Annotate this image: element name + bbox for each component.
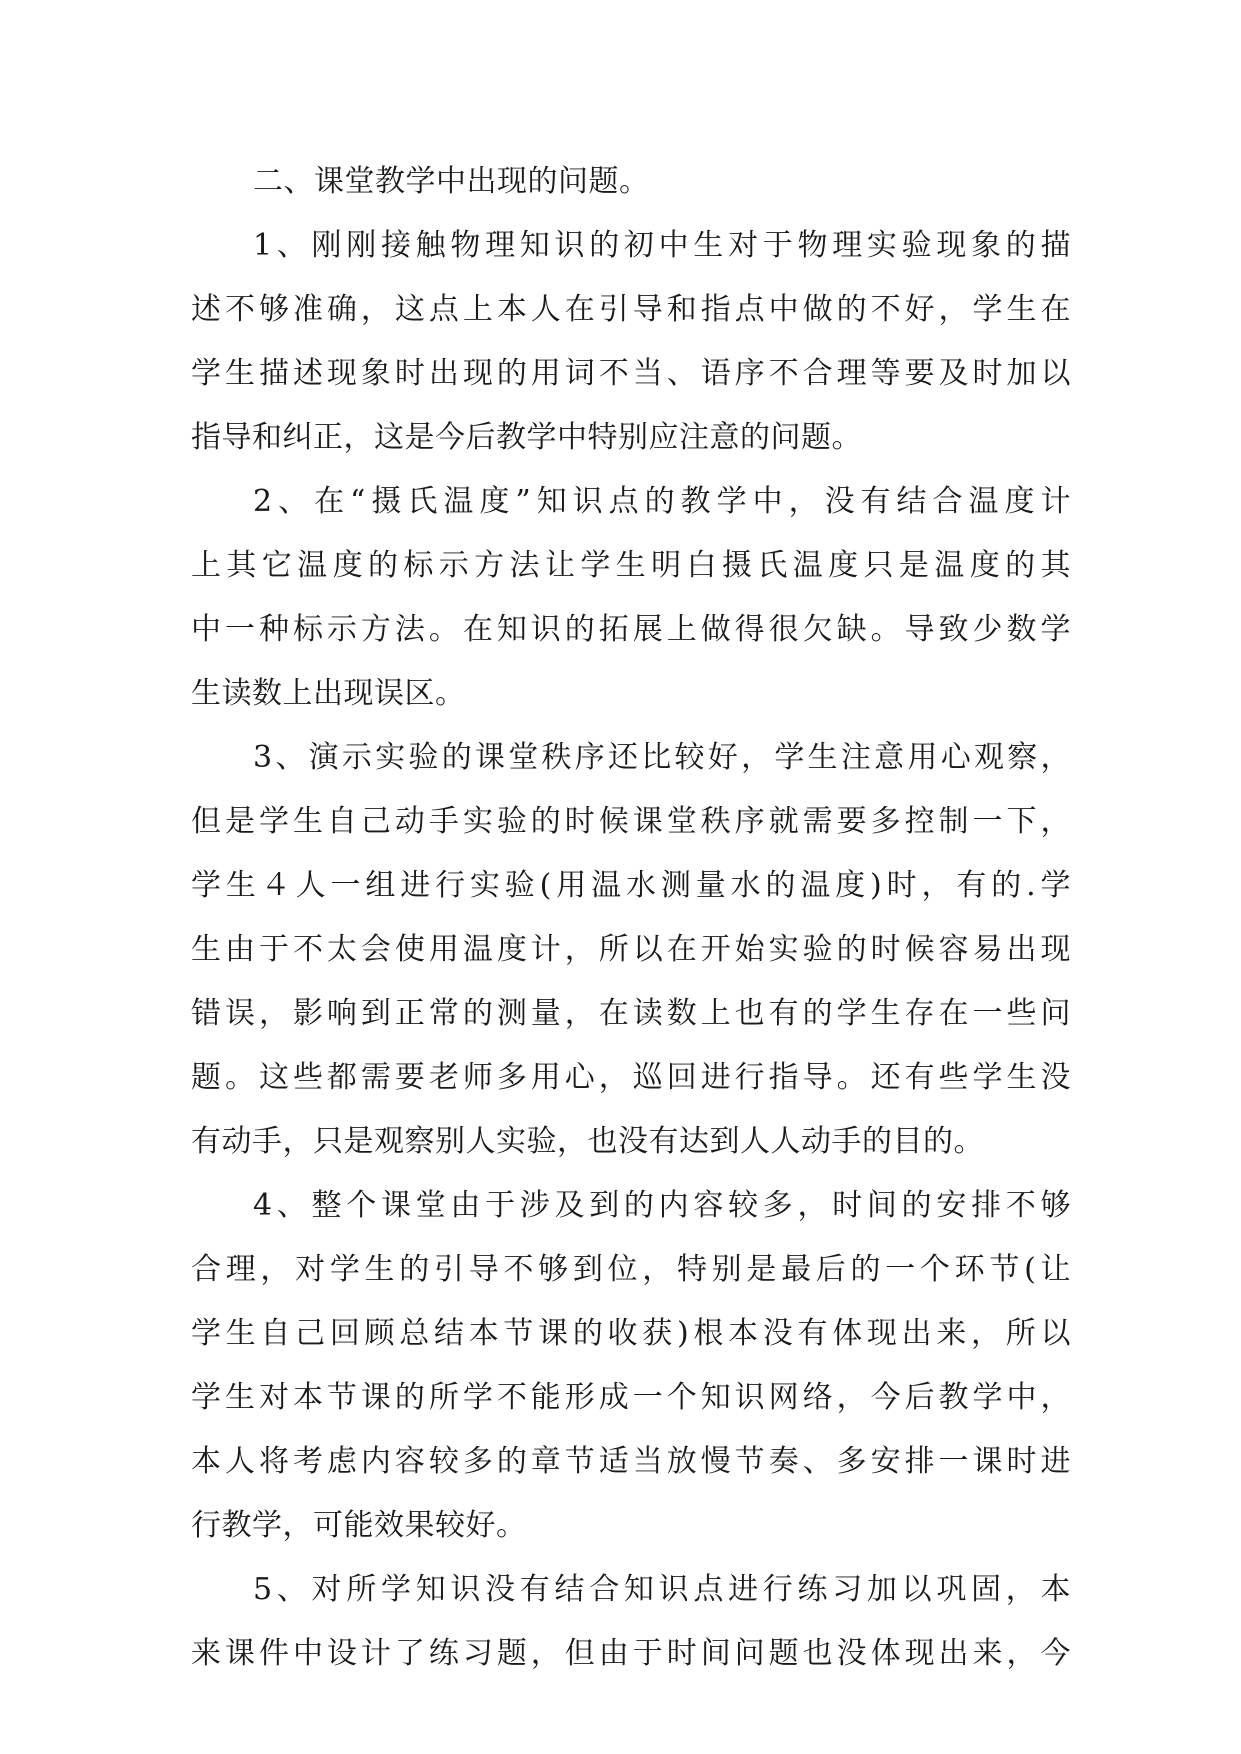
paragraph-line: 3、演示实验的课堂秩序还比较好，学生注意用心观察， [253,740,1071,775]
paragraph-line: 学生对本节课的所学不能形成一个知识网络，今后教学中， [191,1380,1071,1415]
paragraph-line: 4、整个课堂由于涉及到的内容较多，时间的安排不够 [253,1188,1071,1223]
paragraph-line: 中一种标示方法。在知识的拓展上做得很欠缺。导致少数学 [191,612,1071,647]
paragraph-line: 1、刚刚接触物理知识的初中生对于物理实验现象的描 [253,228,1071,263]
paragraph-line: 生由于不太会使用温度计，所以在开始实验的时候容易出现 [191,932,1071,967]
section-heading: 二、课堂教学中出现的问题。 [253,164,650,199]
paragraph-line: 合理，对学生的引导不够到位，特别是最后的一个环节(让 [191,1252,1071,1287]
paragraph-line: 指导和纠正，这是今后教学中特别应注意的问题。 [191,420,862,455]
paragraph-line: 有动手，只是观察别人实验，也没有达到人人动手的目的。 [191,1124,984,1159]
paragraph-line: 2、在“摄氏温度”知识点的教学中，没有结合温度计 [253,484,1071,519]
paragraph-line: 但是学生自己动手实验的时候课堂秩序就需要多控制一下， [191,804,1071,839]
paragraph-line: 本人将考虑内容较多的章节适当放慢节奏、多安排一课时进 [191,1444,1071,1479]
paragraph-line: 错误，影响到正常的测量，在读数上也有的学生存在一些问 [191,996,1071,1031]
paragraph-line: 学生自己回顾总结本节课的收获)根本没有体现出来，所以 [191,1316,1071,1351]
paragraph-line: 题。这些都需要老师多用心，巡回进行指导。还有些学生没 [191,1060,1071,1095]
paragraph-line: 行教学，可能效果较好。 [191,1508,527,1543]
paragraph-line: 上其它温度的标示方法让学生明白摄氏温度只是温度的其 [191,548,1071,583]
paragraph-line: 来课件中设计了练习题，但由于时间问题也没体现出来，今 [191,1636,1071,1671]
paragraph-line: 生读数上出现误区。 [191,676,466,711]
document-body [191,150,1071,1686]
paragraph-line: 5、对所学知识没有结合知识点进行练习加以巩固，本 [253,1572,1071,1607]
paragraph-line: 述不够准确，这点上本人在引导和指点中做的不好，学生在 [191,292,1071,327]
paragraph-line: 学生描述现象时出现的用词不当、语序不合理等要及时加以 [191,356,1071,391]
paragraph-line: 学生４人一组进行实验(用温水测量水的温度)时，有的.学 [191,868,1071,903]
